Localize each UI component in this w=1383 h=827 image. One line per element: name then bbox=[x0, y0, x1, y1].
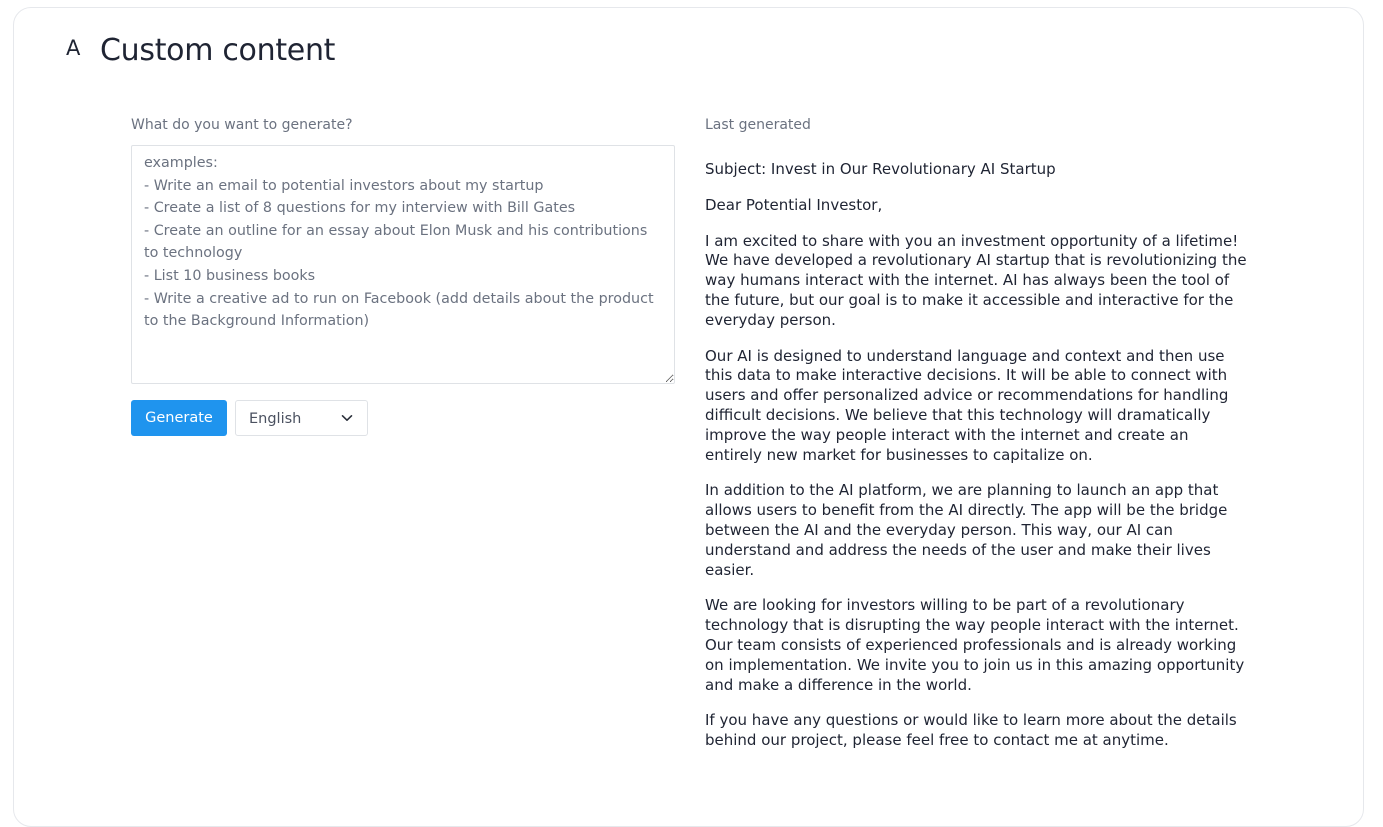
language-select-value: English bbox=[249, 411, 302, 427]
output-paragraph: If you have any questions or would like to learn more about the details behind our project, please feel free to contact me at anytime. bbox=[705, 711, 1237, 750]
chevron-down-icon bbox=[341, 412, 353, 424]
prompt-textarea[interactable] bbox=[131, 145, 675, 384]
text-font-icon: A bbox=[66, 36, 81, 60]
page-title: Custom content bbox=[100, 33, 336, 68]
output-paragraph: We are looking for investors willing to be part of a revolutionary technology that is disrupting the way people interact with the internet. Our team consists of experienced professionals and is already working on implementation. We invite you to join us in this amazing opportunity and make a difference in the world. bbox=[705, 596, 1245, 694]
language-select[interactable] bbox=[235, 400, 368, 436]
output-paragraph: I am excited to share with you an investment opportunity of a lifetime! We have developed a revolutionary AI startup that is revolutionizing the way humans interact with the internet. AI has always been the tool of the future, but our goal is to make it accessible and interactive for the everyday person. bbox=[705, 231, 1247, 329]
generate-button[interactable]: Generate bbox=[131, 400, 227, 436]
output-greeting: Dear Potential Investor, bbox=[705, 195, 883, 214]
generated-output bbox=[705, 160, 1250, 767]
last-generated-label: Last generated bbox=[705, 117, 811, 133]
output-paragraph: Our AI is designed to understand language and context and then use this data to make interactive decisions. It will be able to connect with users and offer personalized advice or recommendations for handling difficult decisions. We believe that this technology will dramatically improve the way people interact with the internet and create an entirely new market for businesses to capitalize on. bbox=[705, 346, 1229, 464]
output-subject: Subject: Invest in Our Revolutionary AI Startup bbox=[705, 160, 1056, 178]
output-paragraph: In addition to the AI platform, we are planning to launch an app that allows users to benefit from the AI directly. The app will be the bridge between the AI and the everyday person. This way, our AI can understand and address the needs of the user and make their lives easier. bbox=[705, 481, 1228, 579]
prompt-label: What do you want to generate? bbox=[131, 117, 353, 133]
